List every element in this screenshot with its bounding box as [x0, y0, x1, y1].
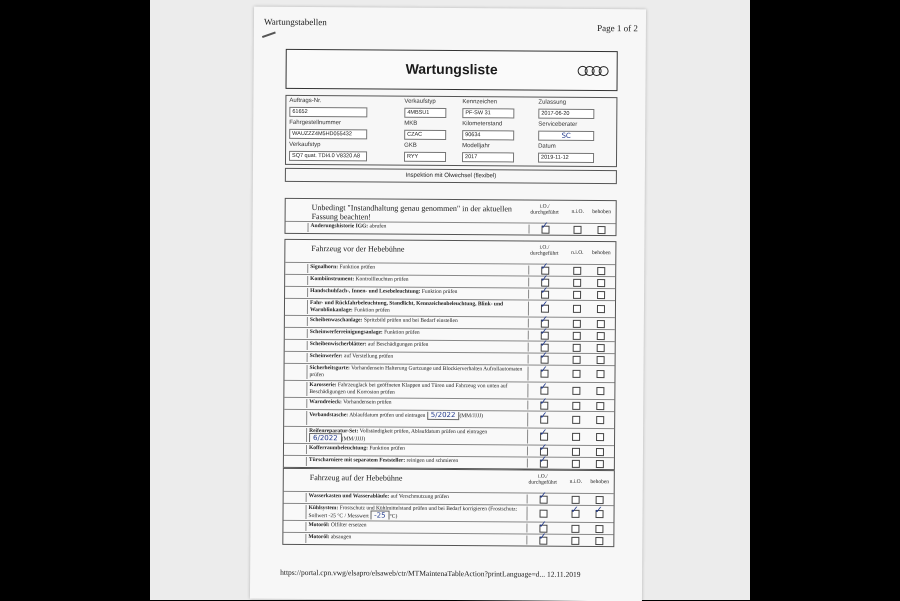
section-header	[286, 199, 616, 223]
checkmark-icon: ✓	[538, 519, 547, 531]
checklist-item-text	[305, 534, 527, 545]
checkbox-behoben[interactable]	[597, 344, 605, 352]
checkmark-icon: ✓	[539, 299, 549, 311]
field-value: RYY	[404, 152, 446, 162]
checkbox-nio[interactable]	[573, 291, 581, 299]
column-header-behoben: behoben	[592, 209, 611, 216]
checklist-item-label: Türscharniere mit separatem Feststeller: reinigen und schmieren	[308, 457, 459, 465]
checklist-item-text	[306, 428, 528, 444]
section-title: Unbedingt "Instandhaltung genau genommen" in der aktuellen Fassung beachten!	[311, 203, 512, 222]
checkmark-icon: ✓	[570, 504, 579, 516]
section-header	[284, 469, 614, 493]
checklist-item-text	[307, 353, 529, 364]
checklist-item-label: Scheinwerfer: auf Verstellung prüfen	[309, 353, 394, 360]
checklist-item-text	[306, 411, 528, 427]
checkbox-behoben[interactable]	[597, 356, 605, 364]
field-label: MKB	[404, 120, 418, 127]
checklist-item-text	[306, 399, 528, 410]
checkbox-behoben[interactable]	[596, 416, 604, 424]
field-label: Fahrgestellnummer	[289, 119, 341, 127]
checklist-item-label: Karosserie: Fahrzeuglack bei geöffneten Klappen und Türen und Fahrzeug von unten auf Beschädigungen und Korrosion prüfen	[309, 382, 508, 396]
checkbox-nio[interactable]	[572, 370, 580, 378]
checkmark-icon: ✓	[540, 261, 549, 273]
checkmark-icon: ✓	[539, 338, 549, 350]
checkbox-nio[interactable]	[573, 356, 581, 364]
checklist-item-label: Änderungshistorie IGG: abrufen	[310, 223, 387, 230]
checklist-item-label: Wasserkasten und Wasserabläufe: auf Verschmutzung prüfen	[308, 493, 449, 501]
checkmark-icon: ✓	[538, 454, 548, 466]
inspection-type: Inspektion mit Ölwechsel (flexibel)	[285, 168, 617, 184]
field-value: 61652	[289, 107, 367, 118]
checkbox-nio[interactable]	[572, 433, 580, 441]
checkbox-behoben[interactable]	[595, 537, 603, 545]
field-value: PF-SW 31	[462, 108, 514, 118]
checkbox-nio[interactable]	[573, 320, 581, 328]
header-left: Wartungstabellen	[263, 16, 327, 28]
entry-suffix: °C)	[389, 513, 398, 520]
checklist-item-text	[307, 317, 529, 328]
checklist-item-text	[307, 276, 529, 287]
checkmark-icon: ✓	[540, 220, 549, 232]
field-label: Datum	[538, 143, 556, 150]
checkbox-behoben[interactable]	[597, 332, 605, 340]
checkmark-icon: ✓	[540, 285, 549, 297]
field-label: Auftrags-Nr.	[289, 97, 322, 105]
field-value: 4MBSU1	[404, 108, 446, 118]
checkbox-nio[interactable]	[573, 344, 581, 352]
checklist-row	[285, 221, 615, 235]
checkbox-nio[interactable]	[572, 387, 580, 395]
field-value: 90634	[462, 130, 514, 140]
field-label: GKB	[404, 142, 417, 149]
checkbox-behoben[interactable]	[596, 448, 604, 456]
section-title: Fahrzeug vor der Hebebühne	[311, 244, 405, 254]
checkmark-icon: ✓	[539, 364, 548, 376]
checkbox-behoben[interactable]	[596, 496, 604, 504]
column-header-behoben: behoben	[590, 478, 610, 486]
checkbox-behoben[interactable]	[596, 433, 604, 441]
checkbox-io[interactable]	[540, 510, 548, 518]
field-value: 2017	[462, 152, 514, 162]
checklist-item-text	[307, 341, 529, 352]
column-header-behoben: behoben	[592, 250, 611, 257]
checkmark-icon: ✓	[539, 381, 548, 393]
checklist-item-text	[307, 329, 529, 340]
checklist-item-label: Scheibenwaschanlage: Spritzbild prüfen und bei Bedarf einstellen	[309, 317, 458, 325]
checkbox-behoben[interactable]	[596, 387, 604, 395]
checkbox-behoben[interactable]	[596, 402, 604, 410]
checkbox-nio[interactable]	[573, 279, 581, 287]
checkmark-icon: ✓	[538, 442, 548, 454]
checkbox-behoben[interactable]	[595, 525, 603, 533]
field-value: 2017-06-20	[538, 109, 594, 119]
checklist-item-label: Sicherheitsgurte: Vorhandensein Halterung Gurtzunge und Blockierverhalten Aufrollautomaten prüfen	[309, 365, 523, 379]
checkbox-nio[interactable]	[573, 305, 581, 313]
checkmark-icon: ✓	[539, 350, 549, 362]
checkmark-icon: ✓	[539, 326, 549, 338]
checklist-item-label: Fahr- und Rückfahrbeleuchtung, Standlicht, Kennzeichenbeleuchtung, Blink- und Warnblinkanlage: Funktion prüfen	[309, 300, 504, 314]
document-title: Wartungsliste	[405, 60, 498, 78]
field-label: Serviceberater	[538, 121, 578, 128]
checklist-section	[283, 239, 617, 470]
checklist-item-text	[307, 288, 529, 299]
checkbox-behoben[interactable]	[597, 320, 605, 328]
field-value: CZAC	[404, 130, 446, 140]
checkbox-behoben[interactable]	[596, 460, 604, 468]
checkmark-icon: ✓	[539, 427, 548, 439]
section-title: Fahrzeug auf der Hebebühne	[309, 473, 403, 483]
checklist-item-label: Signalhorn: Funktion prüfen	[310, 264, 376, 271]
column-header-nio: n.i.O.	[571, 208, 584, 215]
checkmark-icon: ✓	[539, 410, 548, 422]
checklist-item-text	[307, 223, 529, 234]
checkbox-behoben[interactable]	[597, 291, 605, 299]
section-header	[285, 240, 615, 264]
column-header-nio: n.i.O.	[569, 478, 582, 485]
checklist-item-label: Reifenreparatur-Set: Vollständigkeit prüfen, Ablaufdatum prüfen und eintragen	[309, 428, 488, 436]
checklist-item-label: Handschuhfach-, Innen- und Lesebeleuchtung: Funktion prüfen	[310, 288, 458, 296]
field-value: SQ7 quat. TDI4.0 V8320 A8	[289, 151, 367, 162]
footer-url: https://portal.cpn.vwg/elsapro/elsaweb/ctr/MTMaintenaTableAction?printLanguage=d... 12.11.2019	[280, 567, 581, 579]
checklist-section	[284, 198, 616, 236]
entry-suffix: (MM/JJJJ)	[459, 413, 484, 420]
field-label: Verkaufstyp	[289, 141, 321, 149]
checkbox-nio[interactable]	[572, 496, 580, 504]
field-value: 2019-11-12	[538, 153, 594, 163]
checklist-row	[284, 455, 614, 469]
field-value: SC	[538, 131, 594, 141]
checklist-item-text	[307, 300, 529, 316]
checkmark-icon: ✓	[539, 314, 549, 326]
checklist-item-text	[305, 505, 527, 521]
checklist-item-label: Motoröl: Ölfilter ersetzen	[308, 522, 367, 529]
checkmark-icon: ✓	[538, 531, 547, 543]
checklist-item-label: Scheibenwischerblätter: auf Beschädigungen prüfen	[309, 341, 429, 348]
field-label: Kilometerstand	[462, 121, 503, 128]
checklist-item-text	[306, 445, 528, 456]
checkbox-nio[interactable]	[572, 416, 580, 424]
checkbox-nio[interactable]	[572, 460, 580, 468]
field-label: Kennzeichen	[462, 99, 498, 106]
checkbox-nio[interactable]	[573, 226, 581, 234]
checkbox-behoben[interactable]	[596, 370, 604, 378]
checkbox-nio[interactable]	[572, 402, 580, 410]
pen-mark	[262, 31, 276, 38]
field-value: WAUZZZ4M5HD055432	[289, 129, 367, 140]
field-label: Modelljahr	[462, 143, 490, 150]
checklist-item-label: Warndreieck: Vorhandensein prüfen	[309, 399, 392, 406]
checkmark-icon: ✓	[540, 273, 549, 285]
checklist-item-text	[306, 382, 528, 398]
checklist-item-label: Kühlsystem: Frostschutz und Kühlmittelstand prüfen und bei Bedarf korrigieren (Frostschutz: Sollwert -25 °C / Messwert	[308, 505, 518, 520]
checklist-item-label: Kombiinstrument: Kontrollleuchten prüfen	[310, 276, 409, 283]
checkbox-nio[interactable]	[571, 537, 579, 545]
checklist-item-label: Verbandstasche: Ablaufdatum prüfen und eintragen	[309, 412, 426, 419]
checklist-row	[283, 532, 613, 546]
column-header-nio: n.i.O.	[571, 249, 584, 256]
checklist-item-label: Kofferraumbeleuchtung: Funktion prüfen	[308, 445, 405, 452]
handwritten-entry[interactable]: 6/2022	[309, 433, 342, 443]
checkbox-behoben[interactable]	[597, 226, 605, 234]
checklist-item-label: Motoröl: absaugen	[308, 534, 352, 541]
field-label: Zulassung	[538, 99, 567, 106]
handwritten-entry[interactable]: 5/2022	[427, 411, 460, 420]
checkmark-icon: ✓	[539, 396, 548, 408]
checklist-item-label: Scheinwerferreinigungsanlage: Funktion prüfen	[309, 329, 420, 336]
column-header-io: i.O./ durchgeführt	[530, 244, 559, 257]
checkbox-nio[interactable]	[573, 267, 581, 275]
entry-suffix: (MM/JJJJ)	[341, 436, 366, 443]
checkbox-behoben[interactable]	[597, 267, 605, 275]
checklist-section	[282, 468, 615, 547]
checkbox-nio[interactable]	[573, 332, 581, 340]
checklist-item-text	[307, 264, 529, 275]
checklist-item-text	[306, 493, 528, 504]
field-label: Verkaufstyp	[404, 98, 436, 105]
page-number: Page 1 of 2	[597, 23, 638, 34]
column-header-io: i.O./ durchgeführt	[530, 203, 559, 216]
title-box	[285, 49, 617, 91]
audi-logo-icon	[581, 66, 609, 76]
checkbox-nio[interactable]	[572, 448, 580, 456]
column-header-io: i.O./ durchgeführt	[528, 473, 557, 486]
checkmark-icon: ✓	[594, 505, 603, 517]
checklist-item-text	[306, 365, 528, 381]
handwritten-entry[interactable]: -25	[370, 510, 390, 520]
vehicle-info-grid	[285, 95, 617, 167]
checklist-item-text	[305, 522, 527, 533]
document-page	[250, 7, 646, 601]
checkbox-behoben[interactable]	[597, 305, 605, 313]
checkbox-behoben[interactable]	[597, 279, 605, 287]
checkmark-icon: ✓	[538, 490, 548, 502]
checkbox-nio[interactable]	[571, 525, 579, 533]
checklist-item-text	[306, 457, 528, 468]
